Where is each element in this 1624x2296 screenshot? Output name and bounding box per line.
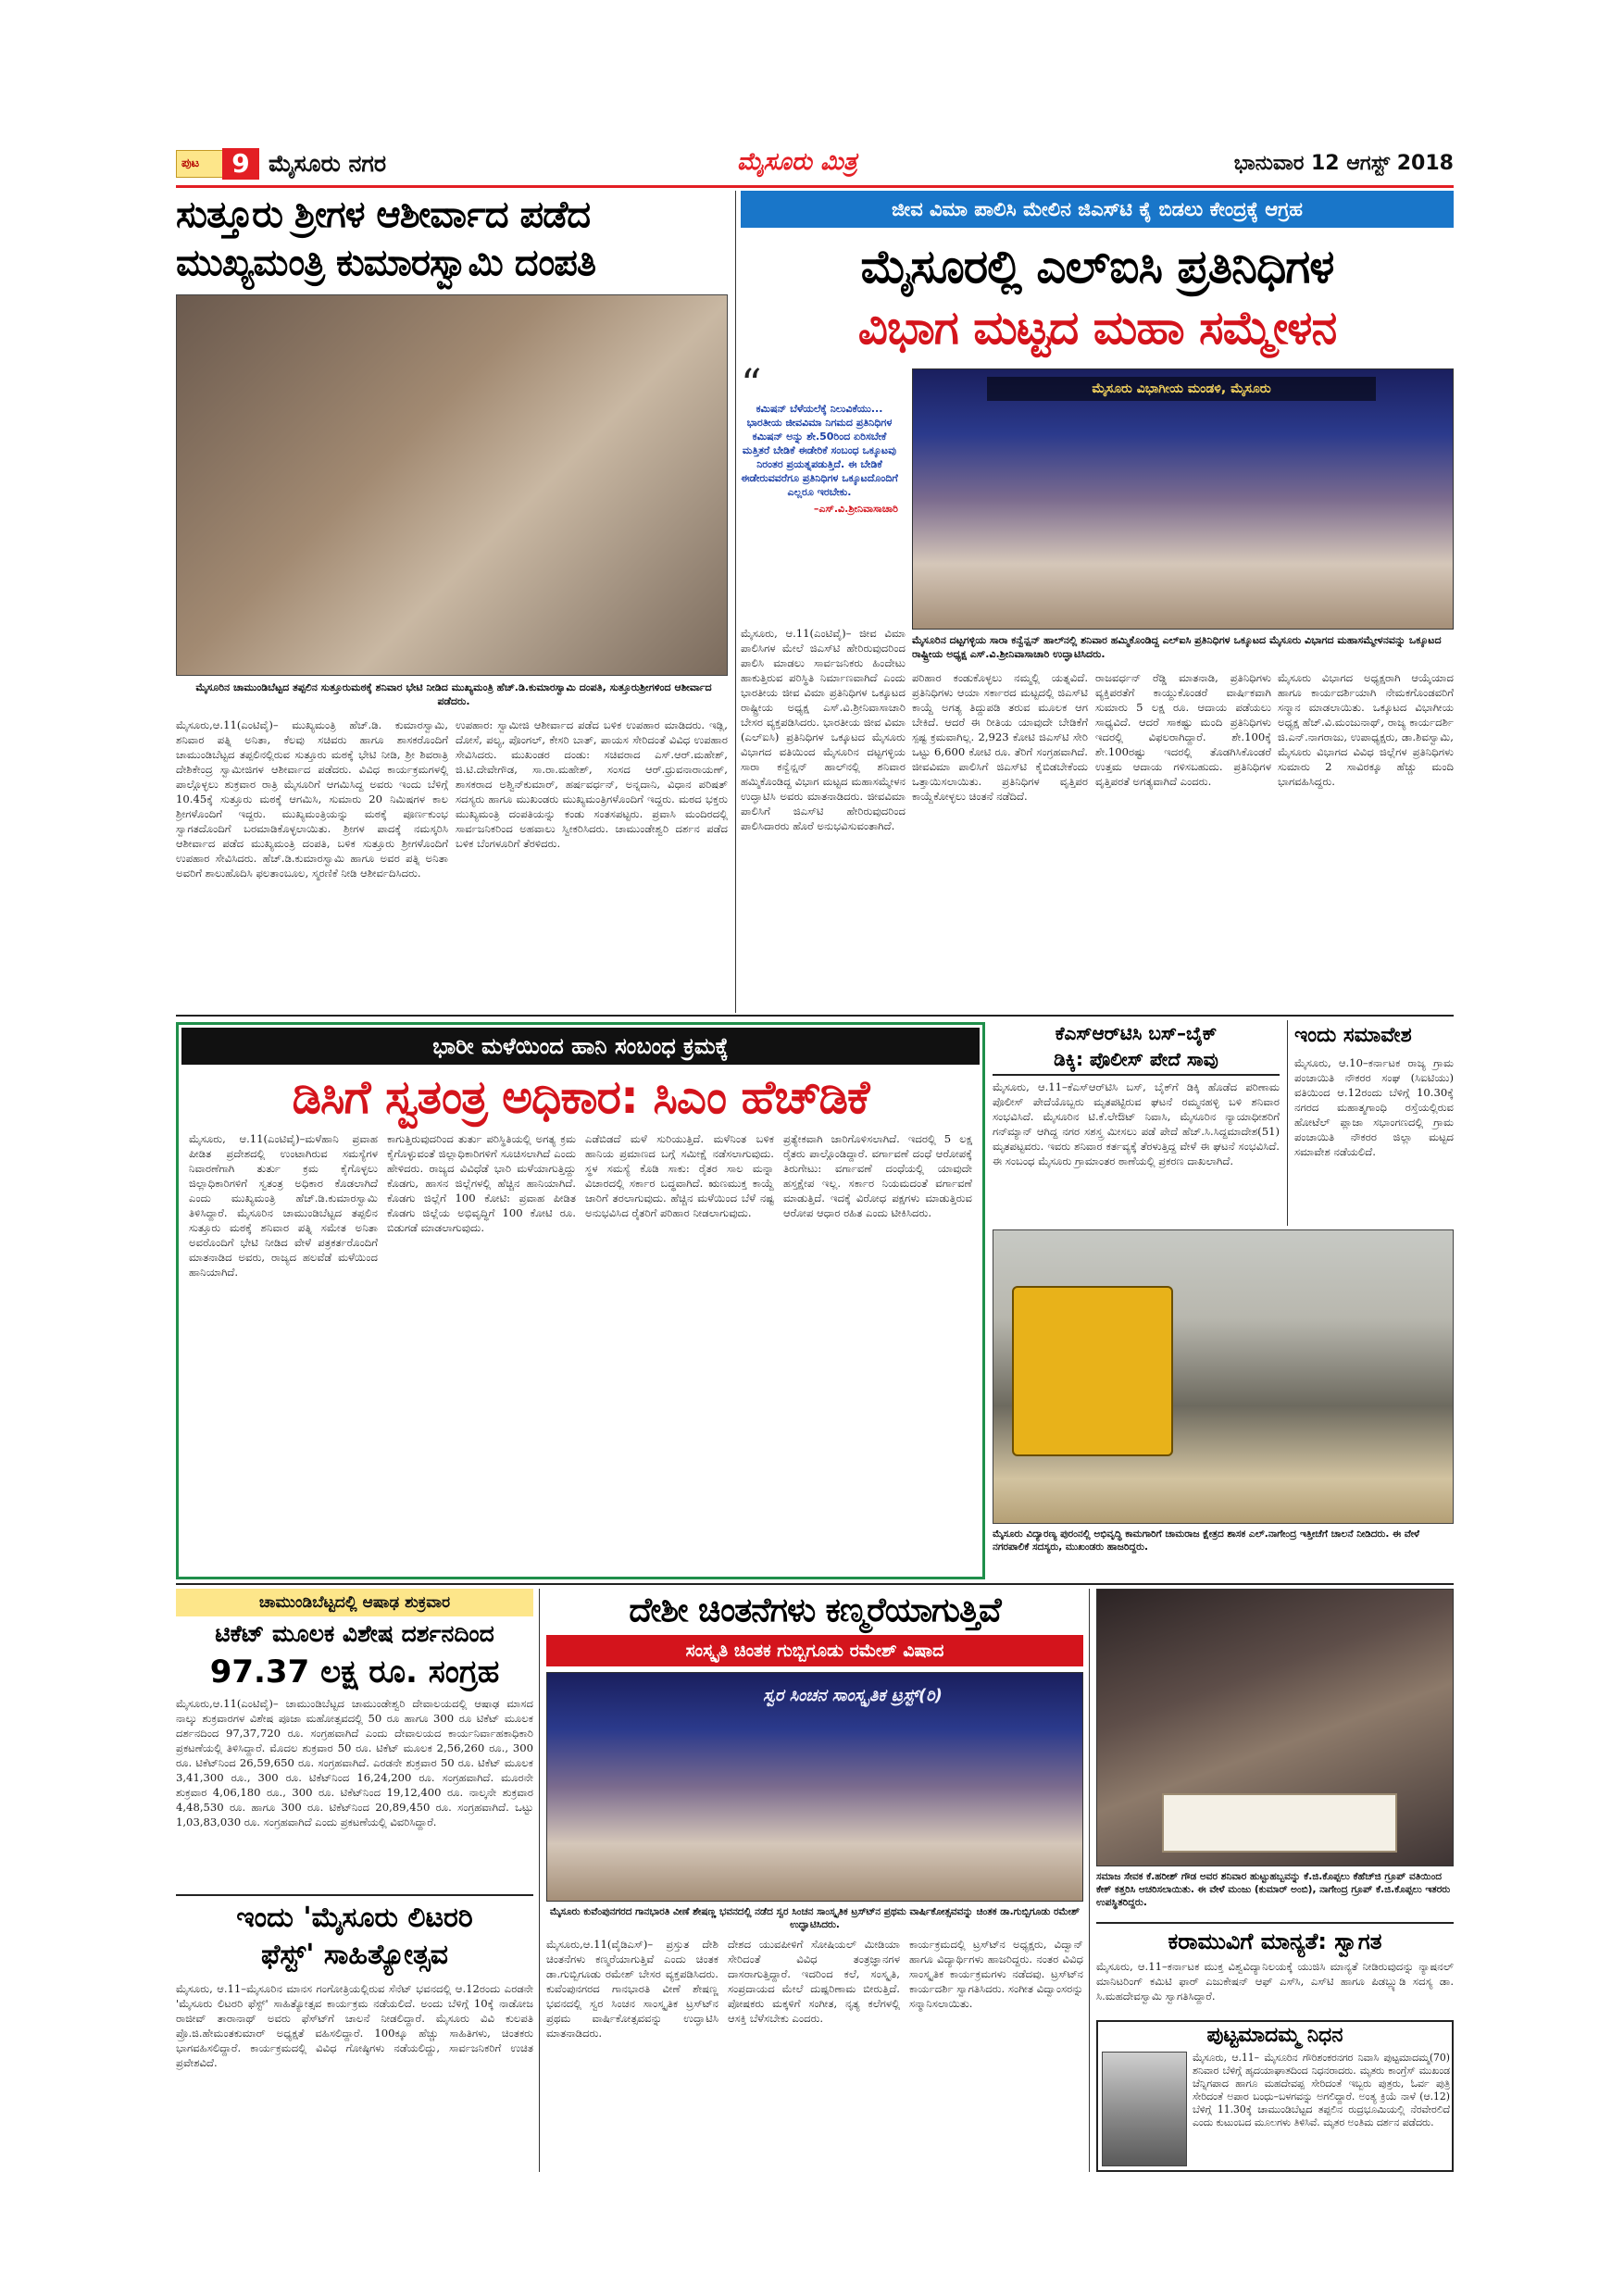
excavator-shape [1012,1286,1173,1456]
story8-col1: ಮೈಸೂರು,ಆ.11(ವೈಡಿಎಸ್)– ಪ್ರಸ್ತುತ ದೇಶಿ ಚಿಂತನೆಗಳು ಕಣ್ಮರೆಯಾಗುತ್ತಿವೆ ಎಂದು ಚಿಂತಕ ಡಾ.ಗುಬ್ಬಿಗೂಡು ರಮೇಶ್ ಬೇಸರ ವ್ಯಕ್ತಪಡಿಸಿದರು. ಕುವೆಂಪುನಗರದ ಗಾನಭಾರತಿ ವೀಣೆ ಶೇಷಣ್ಣ ಭವನದಲ್ಲಿ ಸ್ವರ ಸಿಂಚನ ಸಾಂಸ್ಕೃತಿಕ ಟ್ರಸ್ಟ್‍ನ ಪ್ರಥಮ ವಾರ್ಷಿಕೋತ್ಸವವನ್ನು ಉದ್ಘಾಟಿಸಿ ಮಾತನಾಡಿದರು. [546,1938,718,2040]
story3-col3: ಎಡೆಬಿಡದೆ ಮಳೆ ಸುರಿಯುತ್ತಿದೆ. ಮಳೆನಿಂತ ಬಳಿಕ ಹಾನಿಯ ಪ್ರಮಾಣದ ಬಗ್ಗೆ ಸಮೀಕ್ಷೆ ನಡೆಸಲಾಗುವುದು. ಸ್ಥಳ ಸಮಸ್ಯೆ ಕೊಡಿ ಸಾಕು: ರೈತರ ಸಾಲ ಮನ್ನಾ ವಿಚಾರದಲ್ಲಿ ಸರ್ಕಾರ ಬದ್ಧವಾಗಿದೆ. ಋಣಮುಕ್ತ ಕಾಯ್ದೆ ಜಾರಿಗೆ ತರಲಾಗುವುದು. ಹೆಚ್ಚಿನ ಮಳೆಯಿಂದ ಬೆಳೆ ನಷ್ಟ ಅನುಭವಿಸಿದ ರೈತರಿಗೆ ಪರಿಹಾರ ನೀಡಲಾಗುವುದು. [585,1132,774,1219]
story8-col3: ಕಾರ್ಯಕ್ರಮದಲ್ಲಿ ಟ್ರಸ್ಟ್‍ನ ಅಧ್ಯಕ್ಷರು, ವಿದ್ವಾನ್ ಹಾಗೂ ವಿದ್ಯಾರ್ಥಿಗಳು ಹಾಜರಿದ್ದರು. ನಂತರ ವಿವಿಧ ಸಾಂಸ್ಕೃತಿಕ ಕಾರ್ಯಕ್ರಮಗಳು ನಡೆದವು. ಟ್ರಸ್ಟ್‍ನ ಕಾರ್ಯದರ್ಶಿ ಸ್ವಾಗತಿಸಿದರು. ಸಂಗೀತ ವಿದ್ವಾಂಸರನ್ನು ಸನ್ಮಾನಿಸಲಾಯಿತು. [909,1938,1083,2010]
story2-caption: ಮೈಸೂರಿನ ದಟ್ಟಗಳ್ಳಿಯ ಸಾರಾ ಕನ್ವೆನ್ಷನ್ ಹಾಲ್‍ನಲ್ಲಿ ಶನಿವಾರ ಹಮ್ಮಿಕೊಂಡಿದ್ದ ಎಲ್‍ಐಸಿ ಪ್ರತಿನಿಧಿಗಳ ಒಕ್ಕೂಟದ ಮೈಸೂರು ವಿಭಾಗದ ಮಹಾಸಮ್ಮೇಳನವನ್ನು ಒಕ್ಕೂಟದ ರಾಷ್ಟ್ರೀಯ ಅಧ್ಯಕ್ಷ ಎಸ್.ವಿ.ಶ್ರೀನಿವಾಸಾಚಾರಿ ಉದ್ಘಾಟಿಸಿದರು. [912,634,1442,660]
horizontal-divider-2 [176,1583,1454,1585]
story7-headline-line1: ಇಂದು 'ಮೈಸೂರು ಲಿಟರರಿ [236,1902,473,1934]
quote-mark-icon: “ [741,361,762,408]
story11-headline: ಪುಟ್ಟಮಾದಮ್ಮ ನಿಧನ [1206,2024,1343,2047]
story8-stage-banner [686,1682,1019,1710]
story10-headline: ಕರಾಮುವಿಗೆ ಮಾನ್ಯತೆ: ಸ್ವಾಗತ [1168,1928,1382,1954]
story3-col4: ಪ್ರತ್ಯೇಕವಾಗಿ ಜಾರಿಗೊಳಿಸಲಾಗಿದೆ. ಇದರಲ್ಲಿ 5 ಲಕ್ಷ ರೈತರು ಪಾಲ್ಗೊಂಡಿದ್ದಾರೆ. ವರ್ಗಾವಣೆ ದಂಧೆ ಆರೋಪಕ್ಕೆ ತಿರುಗೇಟು: ವರ್ಗಾವಣೆ ದಂಧೆಯಲ್ಲಿ ಯಾವುದೇ ಹಸ್ತಕ್ಷೇಪ ಇಲ್ಲ. ಸರ್ಕಾರ ನಿಯಮದಂತೆ ವರ್ಗಾವಣೆ ಮಾಡುತ್ತಿದೆ. ಇದಕ್ಕೆ ವಿರೋಧ ಪಕ್ಷಗಳು ಮಾಡುತ್ತಿರುವ ಆರೋಪ ಆಧಾರ ರಹಿತ ಎಂದು ಟೀಕಿಸಿದರು. [783,1132,972,1219]
story2-quote: ಕಮಿಷನ್ ಬೆಳೆಯಲೆಕ್ಕೆ ನಿಲುವಿಕೆಯು... ಭಾರತೀಯ ಜೀವವಿಮಾ ನಿಗಮದ ಪ್ರತಿನಿಧಿಗಳ ಕಮಿಷನ್ ಅನ್ನು ಶೇ.50ರಿಂದ ಏರಿಸಬೇಕೆ ಮತ್ತಿತರೆ ಬೇಡಿಕೆ ಈಡೇರಿಕೆ ಸಂಬಂಧ ಒಕ್ಕೂಟವು ನಿರಂತರ ಪ್ರಯತ್ನಪಡುತ್ತಿದೆ. ಈ ಬೇಡಿಕೆ ಈಡೇರುವವರೆಗೂ ಪ್ರತಿನಿಧಿಗಳ ಒಕ್ಕೂಟದೊಂದಿಗೆ ಎಲ್ಲರೂ ಇರಬೇಕು. [741,403,898,498]
story2-banner-text: ಮೈಸೂರು ವಿಭಾಗೀಯ ಮಂಡಳಿ, ಮೈಸೂರು [1092,381,1271,396]
story8-photo [546,1672,1083,1902]
vertical-divider-top [735,191,736,1013]
story6-headline-line2: 97.37 ಲಕ್ಷ ರೂ. ಸಂಗ್ರಹ [209,1653,500,1691]
story6-headline-line1: ಟಿಕೆಟ್ ಮೂಲಕ ವಿಶೇಷ ದರ್ಶನದಿಂದ [215,1620,494,1647]
vertical-divider-bottom-left [539,1589,540,2172]
story4-headline-line1: ಕೆಎಸ್‍ಆರ್‌ಟಿಸಿ ಬಸ್–ಬೈಕ್ [1055,1022,1218,1044]
page-label: ಪುಟ [181,156,200,170]
story1-caption: ಮೈಸೂರಿನ ಚಾಮುಂಡಿಬೆಟ್ಟದ ತಪ್ಪಲಿನ ಸುತ್ತೂರುಮಠಕ್ಕೆ ಶನಿವಾರ ಭೇಟಿ ನೀಡಿದ ಮುಖ್ಯಮಂತ್ರಿ ಹೆಚ್.ಡಿ.ಕುಮಾರಸ್ವಾಮಿ ದಂಪತಿ, ಸುತ್ತೂರುಶ್ರೀಗಳಿಂದ ಆಶೀರ್ವಾದ ಪಡೆದರು. [195,681,712,707]
story3-headline: ಡಿಸಿಗೆ ಸ್ವತಂತ್ರ ಅಧಿಕಾರ: ಸಿಎಂ ಹೆಚ್‍ಡಿಕೆ [292,1070,869,1124]
story4-body: ಮೈಸೂರು, ಆ.11–ಕೆಎಸ್‍ಆರ್‌ಟಿಸಿ ಬಸ್, ಬೈಕ್‍ಗೆ ಡಿಕ್ಕಿ ಹೊಡೆದ ಪರಿಣಾಮ ಪೊಲೀಸ್ ಪೇದೆಯೊಬ್ಬರು ಮೃತಪಟ್ಟಿರುವ ಘಟನೆ ರಮ್ಮನಹಳ್ಳಿ ಬಳಿ ಶನಿವಾರ ಸಂಭವಿಸಿದೆ. ಮೈಸೂರಿನ ಟಿ.ಕೆ.ಲೇಔಟ್ ನಿವಾಸಿ, ಮೈಸೂರಿನ ನ್ಯಾಯಾಧೀಶರಿಗೆ ಗನ್‍ಮ್ಯಾನ್ ಆಗಿದ್ದ ನಗರ ಸಶಸ್ತ್ರ ಮೀಸಲು ಪಡೆ ಪೇದೆ ಹೆಚ್.ಸಿ.ಸಿದ್ದಮಾದೇಶ(51) ಮೃತಪಟ್ಟವರು. ಇವರು ಶನಿವಾರ ಕರ್ತವ್ಯಕ್ಕೆ ತೆರಳುತ್ತಿದ್ದ ವೇಳೆ ಈ ಘಟನೆ ಸಂಭವಿಸಿದೆ. ಈ ಸಂಬಂಧ ಮೈಸೂರು ಗ್ರಾಮಾಂತರ ಠಾಣೆಯಲ್ಲಿ ಪ್ರಕರಣ ದಾಖಲಾಗಿದೆ. [993,1080,1280,1167]
horizontal-divider-1 [176,1015,1454,1017]
story7-body: ಮೈಸೂರು, ಆ.11–ಮೈಸೂರಿನ ಮಾನಸ ಗಂಗೋತ್ರಿಯಲ್ಲಿರುವ ಸೆನೆಟ್ ಭವನದಲ್ಲಿ ಆ.12ರಂದು ಎರಡನೇ 'ಮೈಸೂರು ಲಿಟರರಿ ಫೆಸ್ಟ್' ಸಾಹಿತ್ಯೋತ್ಸವ ಕಾರ್ಯಕ್ರಮ ನಡೆಯಲಿದೆ. ಅಂದು ಬೆಳಿಗ್ಗೆ 10ಕ್ಕೆ ನಾಡೋಜ ರಾಜೀವ್ ತಾರಾನಾಥ್ ಅವರು ಫೆಸ್ಟ್‍ಗೆ ಚಾಲನೆ ನೀಡಲಿದ್ದಾರೆ. ಮೈಸೂರು ವಿವಿ ಕುಲಪತಿ ಪ್ರೊ.ಜಿ.ಹೇಮಂತಕುಮಾರ್ ಅಧ್ಯಕ್ಷತೆ ವಹಿಸಲಿದ್ದಾರೆ. 100ಕ್ಕೂ ಹೆಚ್ಚು ಸಾಹಿತಿಗಳು, ಚಿಂತಕರು ಭಾಗವಹಿಸಲಿದ್ದಾರೆ. ಕಾರ್ಯಕ್ರಮದಲ್ಲಿ ವಿವಿಧ ಗೋಷ್ಠಿಗಳು ನಡೆಯಲಿದ್ದು, ಸಾರ್ವಜನಿಕರಿಗೆ ಉಚಿತ ಪ್ರವೇಶವಿದೆ. [176,1982,533,2069]
story2-kicker: ಜೀವ ವಿಮಾ ಪಾಲಿಸಿ ಮೇಲಿನ ಜಿಎಸ್‍ಟಿ ಕೈ ಬಿಡಲು ಕೇಂದ್ರಕ್ಕೆ ಆಗ್ರಹ [741,191,1454,228]
vertical-divider-bottom-right [1089,1589,1090,2172]
story8-caption: ಮೈಸೂರು ಕುವೆಂಪುನಗರದ ಗಾನಭಾರತಿ ವೀಣೆ ಶೇಷಣ್ಣ ಭವನದಲ್ಲಿ ನಡೆದ ಸ್ವರ ಸಿಂಚನ ಸಾಂಸ್ಕೃತಿಕ ಟ್ರಸ್ಟ್‍ನ ಪ್ರಥಮ ವಾರ್ಷಿಕೋತ್ಸವವನ್ನು ಚಿಂತಕ ಡಾ.ಗುಬ್ಬಿಗೂಡು ರಮೇಶ್ ಉದ್ಘಾಟಿಸಿದರು. [549,1906,1081,1930]
story5-divider [1287,1020,1288,1226]
story4-headline-box [993,1020,1280,1076]
story2-col3: ರಾಜವರ್ಧನ್ ರೆಡ್ಡಿ ಮಾತನಾಡಿ, ಪ್ರತಿನಿಧಿಗಳು ವ್ಯಕ್ತಿಪರತೆಗೆ ಕಾಯ್ದುಕೊಂಡರೆ ವಾರ್ಷಿಕವಾಗಿ ಸುಮಾರು 5 ಲಕ್ಷ ರೂ. ಆದಾಯ ಪಡೆಯಲು ಸಾಧ್ಯವಿದೆ. ಆದರೆ ಸಾಕಷ್ಟು ಮಂದಿ ಪ್ರತಿನಿಧಿಗಳು ಇದರಲ್ಲಿ ವಿಫಲರಾಗಿದ್ದಾರೆ. ಶೇ.100ಕ್ಕೆ ಶೇ.100ರಷ್ಟು ಇದರಲ್ಲಿ ತೊಡಗಿಸಿಕೊಂಡರೆ ಉತ್ತಮ ಆದಾಯ ಗಳಿಸಬಹುದು. ಪ್ರತಿನಿಧಿಗಳ ವೃತ್ತಿಪರತೆ ಅಗತ್ಯವಾಗಿದೆ ಎಂದರು. [1095,671,1271,788]
story5-headline: ಇಂದು ಸಮಾವೇಶ [1294,1024,1412,1047]
section-title: ಮೈಸೂರು ನಗರ [269,150,387,177]
story9-caption: ಸಮಾಜ ಸೇವಕ ಕೆ.ಹರೀಶ್ ಗೌಡ ಅವರ ಶನಿವಾರ ಹುಟ್ಟುಹಬ್ಬವನ್ನು ಕೆ.ಜಿ.ಕೊಪ್ಪಲು ಕೆಹೆಚ್‍ಜಿ ಗ್ರೂಪ್ ವತಿಯಿಂದ ಕೇಕ್ ಕತ್ತರಿಸಿ ಆಚರಿಸಲಾಯಿತು. ಈ ವೇಳೆ ಮಂಜು (ಕುಮಾರ್ ಅಂಬಿ), ನಾಗೇಂದ್ರ ಗ್ರೂಪ್ ಕೆ.ಜಿ.ಕೊಪ್ಪಲು ಇತರರು ಉಪಸ್ಥಿತರಿದ್ದರು. [1096,1871,1451,1908]
page-label-badge [176,150,224,178]
story1-headline-line1: ಸುತ್ತೂರು ಶ್ರೀಗಳ ಆಶೀರ್ವಾದ ಪಡೆದ [176,193,591,236]
story10-rule [1096,1922,1454,1924]
story2-quote-author: –ಎಸ್.ವಿ.ಶ್ರೀನಿವಾಸಾಚಾರಿ [813,503,898,515]
masthead [176,148,1454,181]
story4-photo [993,1229,1454,1524]
story4-caption: ಮೈಸೂರು ವಿದ್ಯಾರಣ್ಯ ಪುರಂನಲ್ಲಿ ಅಭಿವೃದ್ಧಿ ಕಾಮಗಾರಿಗೆ ಚಾಮರಾಜ ಕ್ಷೇತ್ರದ ಶಾಸಕ ಎಲ್.ನಾಗೇಂದ್ರ ಇತ್ತೀಚೆಗೆ ಚಾಲನೆ ನೀಡಿದರು. ಈ ವೇಳೆ ನಗರಪಾಲಿಕೆ ಸದಸ್ಯರು, ಮುಖಂಡರು ಹಾಜರಿದ್ದರು. [993,1529,1420,1553]
story3-col2: ಕಾಗುತ್ತಿರುವುದರಿಂದ ತುರ್ತು ಪರಿಸ್ಥಿತಿಯಲ್ಲಿ ಅಗತ್ಯ ಕ್ರಮ ಕೈಗೊಳ್ಳುವಂತೆ ಜಿಲ್ಲಾಧಿಕಾರಿಗಳಿಗೆ ಸೂಚಿಸಲಾಗಿದೆ ಎಂದು ಹೇಳಿದರು. ರಾಜ್ಯದ ವಿವಿಧೆಡೆ ಭಾರಿ ಮಳೆಯಾಗುತ್ತಿದ್ದು ಕೊಡಗು, ಹಾಸನ ಜಿಲ್ಲೆಗಳಲ್ಲಿ ಹೆಚ್ಚಿನ ಹಾನಿಯಾಗಿದೆ. ಕೊಡಗು ಜಿಲ್ಲೆಗೆ 100 ಕೋಟಿ: ಪ್ರವಾಹ ಪೀಡಿತ ಕೊಡಗು ಜಿಲ್ಲೆಯ ಅಭಿವೃದ್ಧಿಗೆ 100 ಕೋಟಿ ರೂ. ಬಿಡುಗಡೆ ಮಾಡಲಾಗುವುದು. [387,1132,576,1234]
issue-date: ಭಾನುವಾರ 12 ಆಗಸ್ಟ್ 2018 [1233,152,1454,175]
story7-headline-line2: ಫೆಸ್ಟ್' ಸಾಹಿತ್ಯೋತ್ಸವ [260,1939,449,1971]
story2-headline-line1: ಮೈಸೂರಲ್ಲಿ ಎಲ್‍ಐಸಿ ಪ್ರತಿನಿಧಿಗಳ [860,240,1334,293]
story8-headline: ದೇಶೀ ಚಿಂತನೆಗಳು ಕಣ್ಮರೆಯಾಗುತ್ತಿವೆ [629,1591,1001,1629]
story10-body: ಮೈಸೂರು, ಆ.11–ಕರ್ನಾಟಕ ಮುಕ್ತ ವಿಶ್ವವಿದ್ಯಾನಿಲಯಕ್ಕೆ ಯುಜಿಸಿ ಮಾನ್ಯತೆ ನೀಡಿರುವುದನ್ನು ನ್ಯಾಷನಲ್ ಮಾನಿಟರಿಂಗ್ ಕಮಿಟಿ ಫಾರ್ ಎಜುಕೇಷನ್ ಆಫ್ ಎಸ್‍ಸಿ, ಎಸ್‍ಟಿ ಹಾಗೂ ಪಿಡಬ್ಲ್ಯುಡಿ ಸದಸ್ಯ ಡಾ. ಸಿ.ಮಹದೇವಸ್ವಾಮಿ ಸ್ವಾಗತಿಸಿದ್ದಾರೆ. [1096,1960,1454,2003]
story7-rule [176,1894,533,1896]
paper-name-logo: ಮೈಸೂರು ಮಿತ್ರ [737,148,857,176]
story11-portrait [1102,2052,1187,2166]
story2-stage-banner [987,377,1376,401]
page-number: 9 [222,148,259,180]
story3-kicker: ಭಾರೀ ಮಳೆಯಿಂದ ಹಾನಿ ಸಂಬಂಧ ಕ್ರಮಕ್ಕೆ [181,1028,980,1065]
story1-photo [176,294,728,676]
story8-kicker: ಸಂಸ್ಕೃತಿ ಚಿಂತಕ ಗುಬ್ಬಿಗೂಡು ರಮೇಶ್ ವಿಷಾದ [546,1635,1083,1666]
story1-headline-line2: ಮುಖ್ಯಮಂತ್ರಿ ಕುಮಾರಸ್ವಾಮಿ ದಂಪತಿ [176,242,596,284]
story2-headline-line2: ವಿಭಾಗ ಮಟ್ಟದ ಮಹಾ ಸಮ್ಮೇಳನ [857,301,1337,355]
story1-col2: ಉಪಹಾರ: ಸ್ವಾಮೀಜಿ ಆಶೀರ್ವಾದ ಪಡೆದ ಬಳಿಕ ಉಪಹಾರ ಮಾಡಿದರು. ಇಡ್ಲಿ, ದೋಸೆ, ಪಲ್ಯ, ಪೊಂಗಲ್, ಕೇಸರಿ ಬಾತ್, ಪಾಯಸ ಸೇರಿದಂತೆ ವಿವಿಧ ಉಪಹಾರ ಸೇವಿಸಿದರು. ಮುಖಂಡರ ದಂಡು: ಸಚಿವರಾದ ಎಸ್.ಆರ್.ಮಹೇಶ್, ಜಿ.ಟಿ.ದೇವೇಗೌಡ, ಸಾ.ರಾ.ಮಹೇಶ್, ಸಂಸದ ಆರ್.ಧ್ರುವನಾರಾಯಣ್, ಶಾಸಕರಾದ ಅಶ್ವಿನ್‍ಕುಮಾರ್, ಹರ್ಷವರ್ಧನ್, ಅನ್ನದಾನಿ, ವಿಧಾನ ಪರಿಷತ್ ಸದಸ್ಯರು ಹಾಗೂ ಮುಖಂಡರು ಮುಖ್ಯಮಂತ್ರಿಗಳೊಂದಿಗೆ ಇದ್ದರು. ಮಠದ ಭಕ್ತರು ಮುಖ್ಯಮಂತ್ರಿ ದಂಪತಿಯನ್ನು ಕಂಡು ಸಂತಸಪಟ್ಟರು. ಪ್ರವಾಸಿ ಮಂದಿರದಲ್ಲಿ ಸಾರ್ವಜನಿಕರಿಂದ ಅಹವಾಲು ಸ್ವೀಕರಿಸಿದರು. ಚಾಮುಂಡೇಶ್ವರಿ ದರ್ಶನ ಪಡೆದ ಬಳಿಕ ಬೆಂಗಳೂರಿಗೆ ತೆರಳಿದರು. [456,718,728,850]
story2-col2: ಪರಿಹಾರ ಕಂಡುಕೊಳ್ಳಲು ನಮ್ಮಲ್ಲಿ ಯತ್ನವಿದೆ. ಪ್ರತಿನಿಧಿಗಳು ಆಯಾ ಸರ್ಕಾರದ ಮಟ್ಟದಲ್ಲಿ ಜಿಎಸ್‍ಟಿ ಕಾಯ್ದೆ ಅಗತ್ಯ ತಿದ್ದುಪಡಿ ತರುವ ಮೂಲಕ ಆಗ ಬೇಕಿದೆ. ಆದರೆ ಈ ರೀತಿಯ ಯಾವುದೇ ಬೇಡಿಕೆಗೆ ಸ್ಪಷ್ಟ ಕ್ರಮವಾಗಿಲ್ಲ. 2,923 ಕೋಟಿ ಜಿಎಸ್‍ಟಿ ಸೇರಿ ಒಟ್ಟು 6,600 ಕೋಟಿ ರೂ. ತೆರಿಗೆ ಸಂಗ್ರಹವಾಗಿದೆ. ಜೀವವಿಮಾ ಪಾಲಿಸಿಗೆ ಜಿಎಸ್‍ಟಿ ಕೈಬಿಡಬೇಕೆಂದು ಒತ್ತಾಯಿಸಲಾಯಿತು. ಪ್ರತಿನಿಧಿಗಳ ವೃತ್ತಿಪರ ಕಾಯ್ದೆಕೋಳ್ಳಲು ಚಿಂತನೆ ನಡೆದಿದೆ. [912,671,1088,803]
masthead-rule [176,185,1454,188]
story5-body: ಮೈಸೂರು, ಆ.10–ಕರ್ನಾಟಕ ರಾಜ್ಯ ಗ್ರಾಮ ಪಂಚಾಯಿತಿ ನೌಕರರ ಸಂಘ (ಸಿಐಟಿಯು) ವತಿಯಿಂದ ಆ.12ರಂದು ಬೆಳಿಗ್ಗೆ 10.30ಕ್ಕೆ ನಗರದ ಮಹಾತ್ಮಗಾಂಧಿ ರಸ್ತೆಯಲ್ಲಿರುವ ಹೋಟೆಲ್ ಪ್ಲಾಜಾ ಸಭಾಂಗಣದಲ್ಲಿ ಗ್ರಾಮ ಪಂಚಾಯಿತಿ ನೌಕರರ ಜಿಲ್ಲಾ ಮಟ್ಟದ ಸಮಾವೇಶ ನಡೆಯಲಿದೆ. [1294,1056,1454,1158]
story2-col1: ಮೈಸೂರು, ಆ.11(ಎಂಟಿವೈ)– ಜೀವ ವಿಮಾ ಪಾಲಿಸಿಗಳ ಮೇಲೆ ಜಿಎಸ್‍ಟಿ ಹೇರಿರುವುದರಿಂದ ಪಾಲಿಸಿ ಮಾಡಲು ಸಾರ್ವಜನಿಕರು ಹಿಂದೇಟು ಹಾಕುತ್ತಿರುವ ಪರಿಸ್ಥಿತಿ ನಿರ್ಮಾಣವಾಗಿದೆ ಎಂದು ಭಾರತೀಯ ಜೀವ ವಿಮಾ ಪ್ರತಿನಿಧಿಗಳ ಒಕ್ಕೂಟದ ರಾಷ್ಟ್ರೀಯ ಅಧ್ಯಕ್ಷ ಎಸ್.ವಿ.ಶ್ರೀನಿವಾಸಾಚಾರಿ ಬೇಸರ ವ್ಯಕ್ತಪಡಿಸಿದರು. ಭಾರತೀಯ ಜೀವ ವಿಮಾ (ಎಲ್‍ಐಸಿ) ಪ್ರತಿನಿಧಿಗಳ ಒಕ್ಕೂಟದ ಮೈಸೂರು ವಿಭಾಗದ ವತಿಯಿಂದ ಮೈಸೂರಿನ ದಟ್ಟಗಳ್ಳಿಯ ಸಾರಾ ಕನ್ವೆನ್ಷನ್ ಹಾಲ್‍ನಲ್ಲಿ ಶನಿವಾರ ಹಮ್ಮಿಕೊಂಡಿದ್ದ ವಿಭಾಗ ಮಟ್ಟದ ಮಹಾಸಮ್ಮೇಳನ ಉದ್ಘಾಟಿಸಿ ಅವರು ಮಾತನಾಡಿದರು. ಜೀವವಿಮಾ ಪಾಲಿಸಿಗೆ ಜಿಎಸ್‍ಟಿ ಹೇರಿರುವುದರಿಂದ ಪಾಲಿಸಿದಾರರು ಹೊರೆ ಅನುಭವಿಸುವಂತಾಗಿದೆ. [741,627,906,832]
story9-photo [1096,1589,1454,1866]
story8-col2: ದೇಶದ ಯುವಪೀಳಿಗೆ ಸೋಷಿಯಲ್ ಮೀಡಿಯಾ ಸೇರಿದಂತೆ ವಿವಿಧ ತಂತ್ರಜ್ಞಾನಗಳ ದಾಸರಾಗುತ್ತಿದ್ದಾರೆ. ಇದರಿಂದ ಕಲೆ, ಸಂಸ್ಕೃತಿ, ಸಂಪ್ರದಾಯದ ಮೇಲೆ ದುಷ್ಪರಿಣಾಮ ಬೀರುತ್ತಿದೆ. ಪೋಷಕರು ಮಕ್ಕಳಿಗೆ ಸಂಗೀತ, ನೃತ್ಯ ಕಲೆಗಳಲ್ಲಿ ಆಸಕ್ತಿ ಬೆಳೆಸಬೇಕು ಎಂದರು. [728,1938,900,2025]
cake-shape [1162,1793,1397,1853]
story4-headline-line2: ಡಿಕ್ಕಿ: ಪೊಲೀಸ್ ಪೇದೆ ಸಾವು [1054,1048,1218,1070]
story1-col1: ಮೈಸೂರು,ಆ.11(ಎಂಟಿವೈ)– ಮುಖ್ಯಮಂತ್ರಿ ಹೆಚ್.ಡಿ. ಕುಮಾರಸ್ವಾಮಿ, ಶನಿವಾರ ಪತ್ನಿ ಅನಿತಾ, ಕೆಲವು ಸಚಿವರು ಹಾಗೂ ಶಾಸಕರೊಂದಿಗೆ ಚಾಮುಂಡಿಬೆಟ್ಟದ ತಪ್ಪಲಿನಲ್ಲಿರುವ ಸುತ್ತೂರು ಮಠಕ್ಕೆ ಭೇಟಿ ನೀಡಿ, ಶ್ರೀ ಶಿವರಾತ್ರಿ ದೇಶಿಕೇಂದ್ರ ಸ್ವಾಮೀಜಿಗಳ ಆಶೀರ್ವಾದ ಪಡೆದರು. ವಿವಿಧ ಕಾರ್ಯಕ್ರಮಗಳಲ್ಲಿ ಪಾಲ್ಗೊಳ್ಳಲು ಶುಕ್ರವಾರ ರಾತ್ರಿ ಮೈಸೂರಿಗೆ ಆಗಮಿಸಿದ್ದ ಅವರು ಇಂದು ಬೆಳಿಗ್ಗೆ 10.45ಕ್ಕೆ ಸುತ್ತೂರು ಮಠಕ್ಕೆ ಆಗಮಿಸಿ, ಸುಮಾರು 20 ನಿಮಿಷಗಳ ಕಾಲ ಶ್ರೀಗಳೊಂದಿಗೆ ಇದ್ದರು. ಮುಖ್ಯಮಂತ್ರಿಯನ್ನು ಮಠಕ್ಕೆ ಪೂರ್ಣಕುಂಭ ಸ್ವಾಗತದೊಂದಿಗೆ ಬರಮಾಡಿಕೊಳ್ಳಲಾಯಿತು. ಶ್ರೀಗಳ ಪಾದಕ್ಕೆ ನಮಸ್ಕರಿಸಿ ಆಶೀರ್ವಾದ ಪಡೆದ ಮುಖ್ಯಮಂತ್ರಿ ದಂಪತಿ, ಬಳಿಕ ಸುತ್ತೂರು ಶ್ರೀಗಳೊಂದಿಗೆ ಉಪಹಾರ ಸೇವಿಸಿದರು. ಹೆಚ್.ಡಿ.ಕುಮಾರಸ್ವಾಮಿ ಹಾಗೂ ಅವರ ಪತ್ನಿ ಅನಿತಾ ಅವರಿಗೆ ಶಾಲುಹೊದಿಸಿ ಫಲತಾಂಬೂಲ, ಸ್ಮರಣಿಕೆ ನೀಡಿ ಆಶೀರ್ವದಿಸಿದರು. [176,718,448,880]
story3-col1: ಮೈಸೂರು, ಆ.11(ಎಂಟಿವೈ)–ಮಳೆಹಾನಿ ಪ್ರವಾಹ ಪೀಡಿತ ಪ್ರದೇಶದಲ್ಲಿ ಉಂಟಾಗಿರುವ ಸಮಸ್ಯೆಗಳ ನಿವಾರಣೆಗಾಗಿ ತುರ್ತು ಕ್ರಮ ಕೈಗೊಳ್ಳಲು ಜಿಲ್ಲಾಧಿಕಾರಿಗಳಿಗೆ ಸ್ವತಂತ್ರ ಅಧಿಕಾರ ಕೊಡಲಾಗಿದೆ ಎಂದು ಮುಖ್ಯಮಂತ್ರಿ ಹೆಚ್.ಡಿ.ಕುಮಾರಸ್ವಾಮಿ ತಿಳಿಸಿದ್ದಾರೆ. ಮೈಸೂರಿನ ಚಾಮುಂಡಿಬೆಟ್ಟದ ತಪ್ಪಲಿನ ಸುತ್ತೂರು ಮಠಕ್ಕೆ ಶನಿವಾರ ಪತ್ನಿ ಸಮೇತ ಅನಿತಾ ಅವರೊಂದಿಗೆ ಭೇಟಿ ನೀಡಿದ ವೇಳೆ ಪತ್ರಕರ್ತರೊಂದಿಗೆ ಮಾತನಾಡಿದ ಅವರು, ರಾಜ್ಯದ ಹಲವೆಡೆ ಮಳೆಯಿಂದ ಹಾನಿಯಾಗಿದೆ. [189,1132,378,1279]
story6-body: ಮೈಸೂರು,ಆ.11(ಎಂಟಿವೈ)– ಚಾಮುಂಡಿಬೆಟ್ಟದ ಚಾಮುಂಡೇಶ್ವರಿ ದೇವಾಲಯದಲ್ಲಿ ಆಷಾಢ ಮಾಸದ ನಾಲ್ಕು ಶುಕ್ರವಾರಗಳ ವಿಶೇಷ ಪೂಜಾ ಮಹೋತ್ಸವದಲ್ಲಿ 50 ರೂ ಹಾಗೂ 300 ರೂ ಟಿಕೆಟ್ ಮೂಲಕ ದರ್ಶನದಿಂದ 97,37,720 ರೂ. ಸಂಗ್ರಹವಾಗಿದೆ ಎಂದು ದೇವಾಲಯದ ಕಾರ್ಯನಿರ್ವಾಹಕಾಧಿಕಾರಿ ಪ್ರಕಟಣೆಯಲ್ಲಿ ತಿಳಿಸಿದ್ದಾರೆ. ಮೊದಲ ಶುಕ್ರವಾರ 50 ರೂ. ಟಿಕೆಟ್ ಮೂಲಕ 2,56,260 ರೂ., 300 ರೂ. ಟಿಕೆಟ್‍ನಿಂದ 26,59,650 ರೂ. ಸಂಗ್ರಹವಾಗಿದೆ. ಎರಡನೇ ಶುಕ್ರವಾರ 50 ರೂ. ಟಿಕೆಟ್ ಮೂಲಕ 3,41,300 ರೂ., 300 ರೂ. ಟಿಕೆಟ್‍ನಿಂದ 16,24,200 ರೂ. ಸಂಗ್ರಹವಾಗಿದೆ. ಮೂರನೇ ಶುಕ್ರವಾರ 4,06,180 ರೂ., 300 ರೂ. ಟಿಕೆಟ್‍ನಿಂದ 19,12,400 ರೂ. ನಾಲ್ಕನೇ ಶುಕ್ರವಾರ 4,48,530 ರೂ. ಹಾಗೂ 300 ರೂ. ಟಿಕೆಟ್‍ನಿಂದ 20,89,450 ರೂ. ಸಂಗ್ರಹವಾಗಿದೆ. ಒಟ್ಟು 1,03,83,030 ರೂ. ಸಂಗ್ರಹವಾಗಿದೆ ಎಂದು ಪ್ರಕಟಣೆಯಲ್ಲಿ ವಿವರಿಸಿದ್ದಾರೆ. [176,1697,533,1828]
story8-banner-text: ಸ್ವರ ಸಿಂಚನ ಸಾಂಸ್ಕೃತಿಕ ಟ್ರಸ್ಟ್(ರಿ) [763,1686,943,1705]
story11-body: ಮೈಸೂರು, ಆ.11– ಮೈಸೂರಿನ ಗೌರಿಶಂಕರನಗರ ನಿವಾಸಿ ಪುಟ್ಟಮಾದಮ್ಮ(70) ಶನಿವಾರ ಬೆಳಿಗ್ಗೆ ಹೃದಯಾಘಾತದಿಂದ ನಿಧನರಾದರು. ಮೃತರು ಕಾಂಗ್ರೆಸ್ ಮುಖಂಡ ಚೆನ್ನಿಗಪಾದ ಹಾಗೂ ಮಹದೇವಪ್ಪ ಸೇರಿದಂತೆ ಇಬ್ಬರು ಪುತ್ರರು, ಓರ್ವ ಪುತ್ರಿ ಸೇರಿದಂತೆ ಅಪಾರ ಬಂಧು–ಬಳಗವನ್ನು ಅಗಲಿದ್ದಾರೆ. ಅಂತ್ಯ ಕ್ರಿಯೆ ನಾಳೆ (ಆ.12) ಬೆಳಿಗ್ಗೆ 11.30ಕ್ಕೆ ಚಾಮುಂಡಿಬೆಟ್ಟದ ತಪ್ಪಲಿನ ರುದ್ರಭೂಮಿಯಲ್ಲಿ ನೆರವೇರಲಿದೆ ಎಂದು ಕುಟುಂಬದ ಮೂಲಗಳು ತಿಳಿಸಿವೆ. ಮೃತರ ಅಂತಿಮ ದರ್ಶನ ಪಡೆದರು. [1193,2052,1450,2128]
story2-col4: ಮೈಸೂರು ವಿಭಾಗದ ಅಧ್ಯಕ್ಷರಾಗಿ ಆಯ್ಕೆಯಾದ ಹಾಗೂ ಕಾರ್ಯದರ್ಶಿಯಾಗಿ ನೇಮಕಗೊಂಡವರಿಗೆ ಸನ್ಮಾನ ಮಾಡಲಾಯಿತು. ಒಕ್ಕೂಟದ ವಿಭಾಗೀಯ ಅಧ್ಯಕ್ಷ ಹೆಚ್.ವಿ.ಮಂಜುನಾಥ್, ರಾಜ್ಯ ಕಾರ್ಯದರ್ಶಿ ಜಿ.ಎನ್.ನಾಗರಾಜು, ಉಪಾಧ್ಯಕ್ಷರು, ಡಾ.ಶಿವಸ್ವಾಮಿ, ಮೈಸೂರು ವಿಭಾಗದ ವಿವಿಧ ಜಿಲ್ಲೆಗಳ ಪ್ರತಿನಿಧಿಗಳು ಸುಮಾರು 2 ಸಾವಿರಕ್ಕೂ ಹೆಚ್ಚು ಮಂದಿ ಭಾಗವಹಿಸಿದ್ದರು. [1278,671,1454,788]
story2-photo [912,368,1454,630]
story6-kicker: ಚಾಮುಂಡಿಬೆಟ್ಟದಲ್ಲಿ ಆಷಾಢ ಶುಕ್ರವಾರ [176,1589,533,1616]
story2-quote-box [741,361,898,618]
